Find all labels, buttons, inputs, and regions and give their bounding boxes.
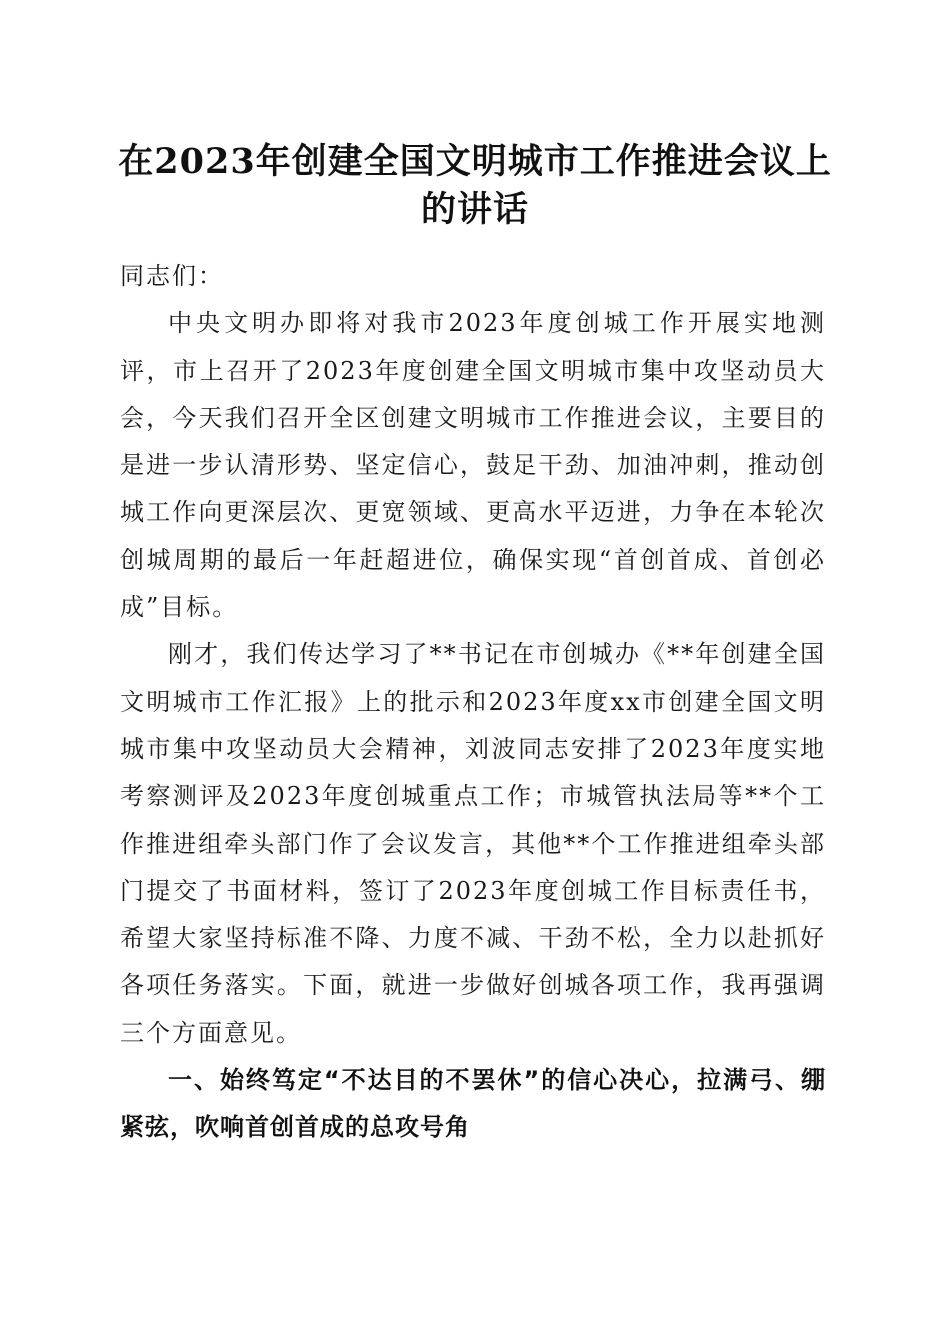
paragraph-review: 刚才，我们传达学习了**书记在市创城办《**年创建全国文明城市工作汇报》上的批示和2023年度xx市创建全国文明城市集中攻坚动员大会精神，刘波同志安排了2023年度实地考察测评及2023年度创城重点工作；市城管执法局等**个工作推进组牵头部门作了会议发言，其他**个工作推进组牵头部门提交了书面材料，签订了2023年度创城工作目标责任书，希望大家坚持标准不降、力度不减、干劲不松，全力以赴抓好各项任务落实。下面，就进一步做好创城各项工作，我再强调三个方面意见。 [120, 640, 826, 1047]
salutation: 同志们： [120, 262, 224, 290]
title-line-2: 的讲话 [420, 189, 529, 230]
paragraph-intro: 中央文明办即将对我市2023年度创城工作开展实地测评，市上召开了2023年度创建全国文明城市集中攻坚动员大会，今天我们召开全区创建文明城市工作推进会议，主要目的是进一步认清形势、坚定信心，鼓足干劲、加油冲刺，推动创城工作向更深层次、更宽领域、更高水平迈进，力争在本轮次创城周期的最后一年赶超进位，确保实现“首创首成、首创必成”目标。 [120, 309, 826, 622]
section-heading-1: 一、始终笃定“不达目的不罢休”的信心决心，拉满弓、绷紧弦，吹响首创首成的总攻号角 [120, 1066, 826, 1142]
title-line-1: 在2023年创建全国文明城市工作推进会议上 [118, 141, 832, 182]
document-body [120, 253, 826, 1152]
document-title [100, 138, 850, 234]
